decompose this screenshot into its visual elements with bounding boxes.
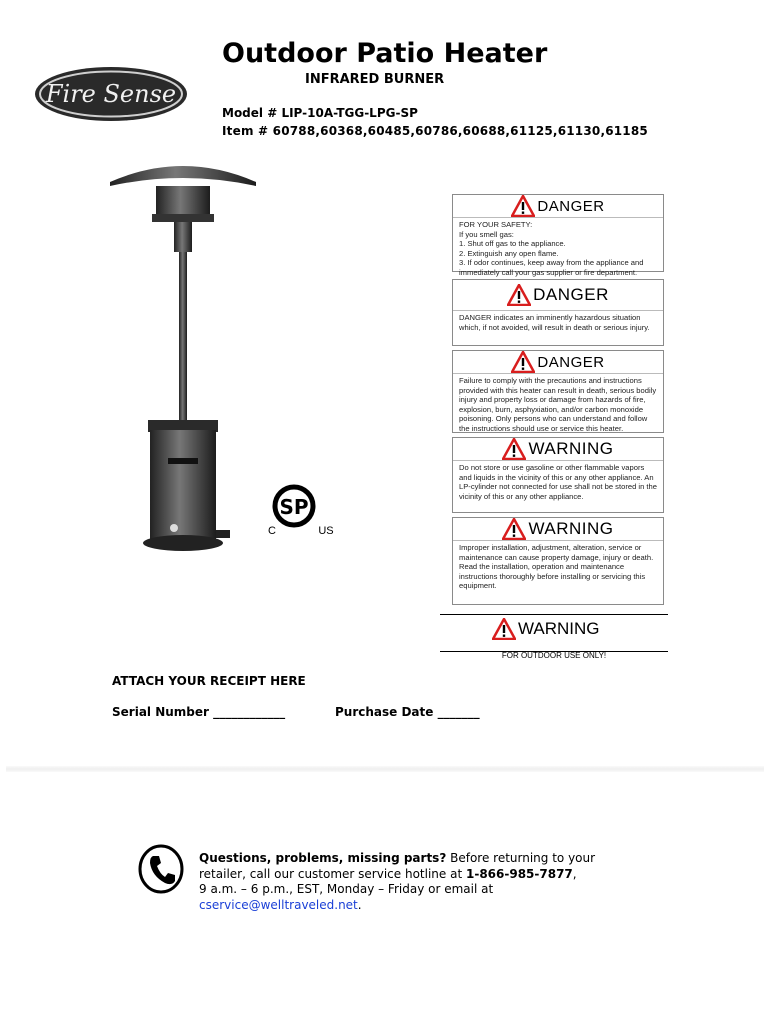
customer-service-info [199,851,639,913]
service-hours: 9 a.m. – 6 p.m., EST, Monday – Friday or email at [199,882,494,896]
help-lead: Questions, problems, missing parts? [199,851,447,865]
label-heading: DANGER [537,197,605,215]
section-divider [6,766,764,772]
label-text: Do not store or use gasoline or other flammable vapors and liquids in the vicinity of this or any other appliance. An LP-cylinder not connected for use shall not be stored in the vicinity of this or any other appliance. [459,463,657,501]
warning-triangle-icon [492,618,516,640]
danger-label-definition [452,279,664,346]
label-heading: DANGER [533,285,609,304]
label-text: Failure to comply with the precautions and instructions provided with this heater can result in death, serious bodily injury and property loss or damage from hazards of fire, explosion, burn, asphyxiation, and/or carbon monoxide poisoning. Only persons who can understand and follow the instructions should use or service this heater. [459,376,657,433]
help-end: . [357,897,362,912]
document-title: Outdoor Patio Heater [222,38,548,69]
danger-label-gas-safety [452,194,664,277]
model-number: Model # LIP-10A-TGG-LPG-SP [222,106,418,120]
phone-icon [138,844,184,894]
warning-triangle-icon [511,351,535,373]
help-text: Before returning to your retailer, call our customer service hotline at [199,851,596,881]
label-heading: WARNING [528,519,614,538]
warning-triangle-icon [507,284,531,306]
cert-c: C [268,525,276,537]
warning-label-flammables [452,437,664,513]
label-heading: DANGER [537,353,605,371]
warning-label-installation [452,517,664,605]
patio-heater-image [108,158,258,558]
cert-us: US [318,525,334,537]
outdoor-warning-heading: WARNING [518,619,600,638]
logo-text: Fire Sense [45,80,177,108]
hotline-number: 1-866-985-7877 [465,866,573,881]
serial-number-field: Serial Number ____________ [112,705,286,719]
csa-certification-mark [262,476,342,540]
csa-mark-text: SP [279,495,309,519]
warning-triangle-icon [511,195,535,217]
document-subtitle: INFRARED BURNER [305,72,445,87]
fire-sense-logo [34,66,188,122]
purchase-date-field: Purchase Date _______ [335,705,480,719]
label-text: Improper installation, adjustment, alteration, service or maintenance can cause property damage, injury or death. Read the installation, operation and maintenance instructions thoroughly before installing or servicing this equipment. [459,543,654,591]
item-numbers: Item # 60788,60368,60485,60786,60688,61125,61130,61185 [222,124,648,138]
service-email-link[interactable]: cservice@welltraveled.net [199,897,358,912]
help-comma: , [572,866,577,881]
label-heading: WARNING [528,439,614,458]
label-text: DANGER indicates an imminently hazardous situation which, if not avoided, will result in death or serious injury. [459,313,650,332]
danger-label-compliance [452,350,664,433]
warning-triangle-icon [502,438,526,460]
warning-triangle-icon [502,518,526,540]
outdoor-warning-text: FOR OUTDOOR USE ONLY! [501,651,607,660]
label-text: FOR YOUR SAFETY: If you smell gas: 1. Shut off gas to the appliance. 2. Extinguish any open flame. 3. If odor continues, keep away from the appliance and immediately call your gas supplier or fire department. [459,220,644,277]
attach-receipt-heading: ATTACH YOUR RECEIPT HERE [112,674,306,688]
outdoor-use-warning [440,614,668,660]
